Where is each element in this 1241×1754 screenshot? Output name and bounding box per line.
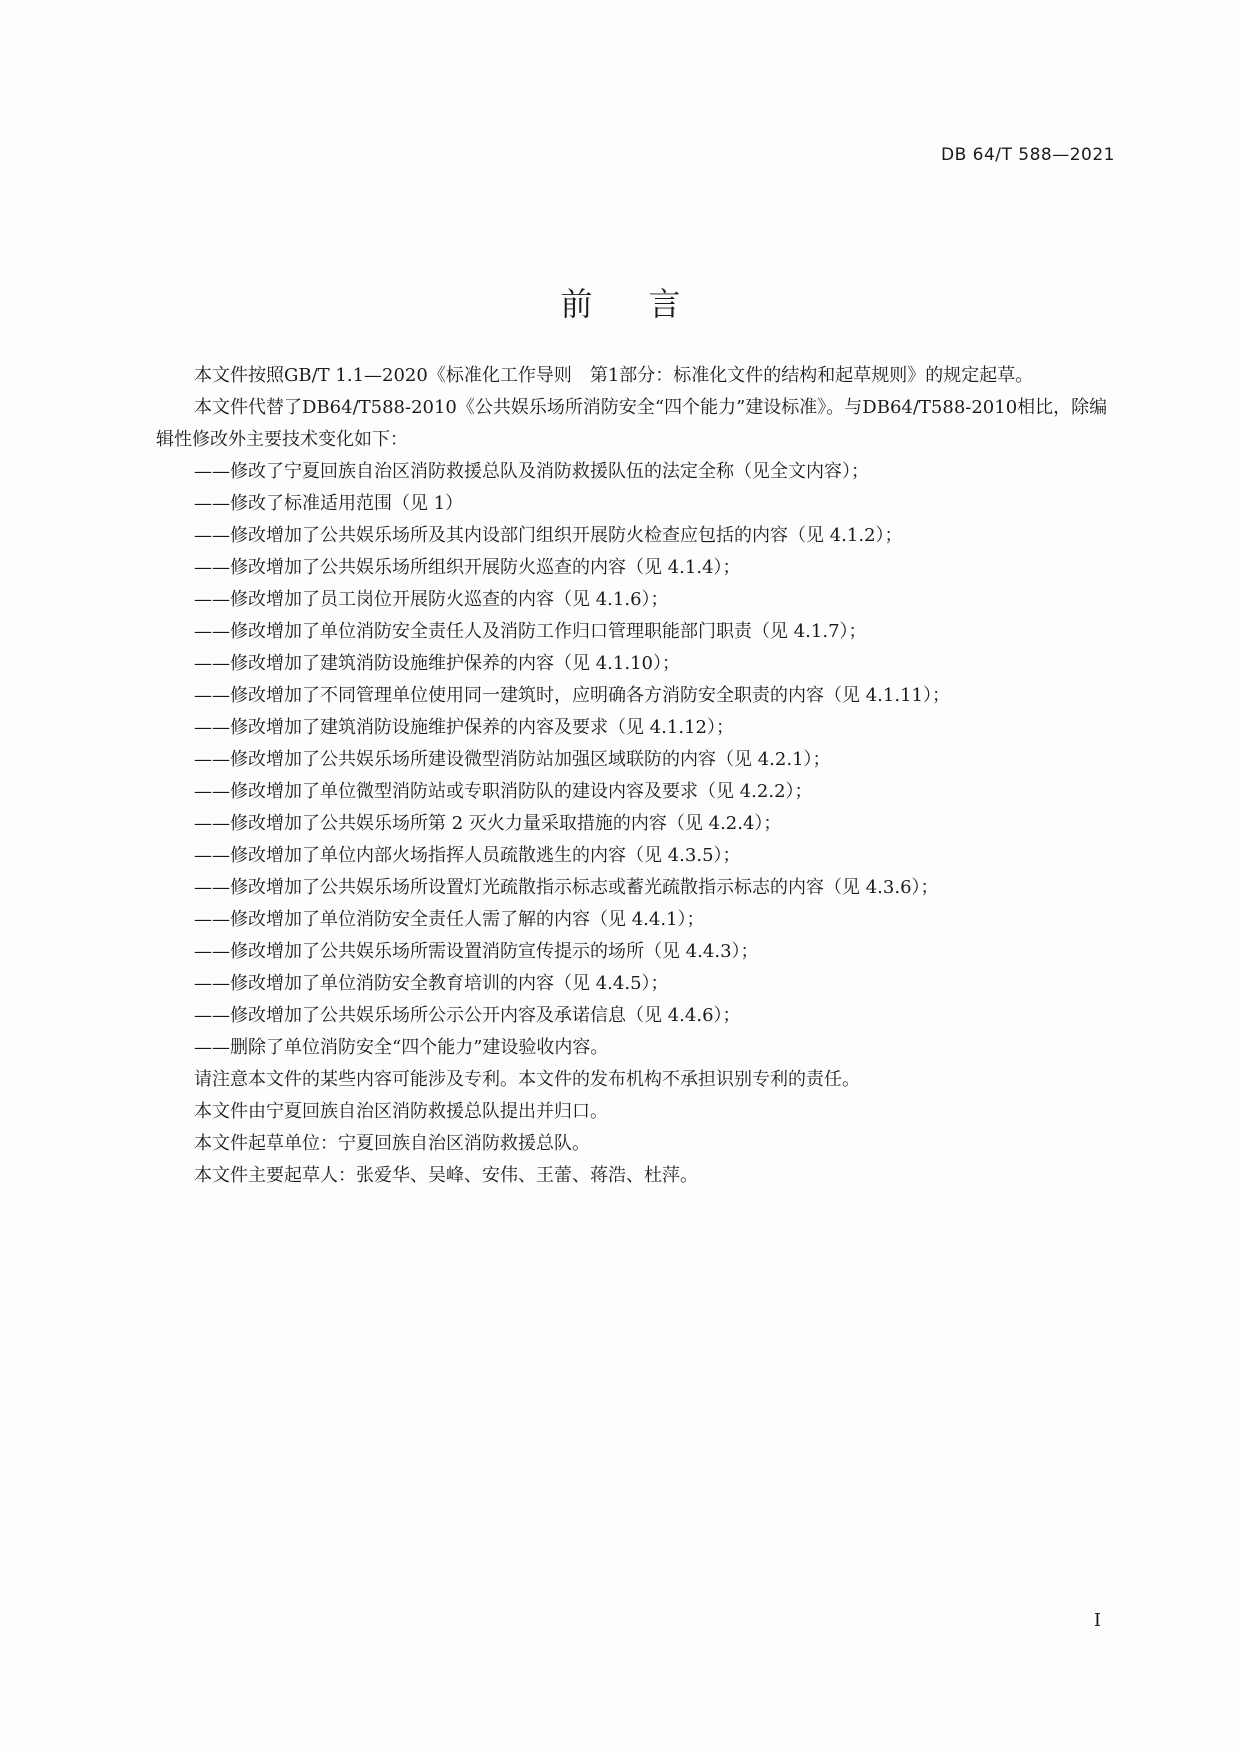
change-item: ——修改增加了公共娱乐场所设置灯光疏散指示标志或蓄光疏散指示标志的内容（见 4.3.6）； <box>194 877 939 898</box>
change-item: ——删除了单位消防安全“四个能力”建设验收内容。 <box>194 1037 609 1058</box>
page-number: I <box>1093 1610 1101 1631</box>
change-item: ——修改增加了公共娱乐场所需设置消防宣传提示的场所（见 4.4.3）； <box>194 941 759 962</box>
change-item: ——修改了宁夏回族自治区消防救援总队及消防救援队伍的法定全称（见全文内容）； <box>194 461 869 482</box>
change-item: ——修改增加了单位微型消防站或专职消防队的建设内容及要求（见 4.2.2）； <box>194 781 813 802</box>
change-item: ——修改增加了员工岗位开展防火巡查的内容（见 4.1.6）； <box>194 589 669 610</box>
foreword-body <box>156 360 1116 1192</box>
page-title: 前言 <box>560 285 737 324</box>
change-item: ——修改增加了不同管理单位使用同一建筑时，应明确各方消防安全职责的内容（见 4.1.11）； <box>194 685 950 706</box>
change-item: ——修改增加了公共娱乐场所组织开展防火巡查的内容（见 4.1.4）； <box>194 557 741 578</box>
change-item: ——修改增加了公共娱乐场所第 2 灭火力量采取措施的内容（见 4.2.4）； <box>194 813 782 834</box>
closing-paragraph: 本文件主要起草人：张爱华、吴峰、安伟、王蕾、蒋浩、杜萍。 <box>194 1165 698 1186</box>
change-item: ——修改增加了建筑消防设施维护保养的内容（见 4.1.10）； <box>194 653 680 674</box>
change-item: ——修改增加了公共娱乐场所公示公开内容及承诺信息（见 4.4.6）； <box>194 1005 741 1026</box>
change-item: ——修改增加了单位内部火场指挥人员疏散逃生的内容（见 4.3.5）； <box>194 845 741 866</box>
closing-paragraph: 请注意本文件的某些内容可能涉及专利。本文件的发布机构不承担识别专利的责任。 <box>194 1069 860 1090</box>
closing-paragraph: 本文件起草单位：宁夏回族自治区消防救援总队。 <box>194 1133 590 1154</box>
change-item: ——修改增加了单位消防安全责任人及消防工作归口管理职能部门职责（见 4.1.7）； <box>194 621 867 642</box>
intro-paragraph: 本文件按照GB/T 1.1—2020《标准化工作导则 第1部分：标准化文件的结构和起草规则》的规定起草。 <box>194 365 1034 386</box>
standard-code: DB 64/T 588—2021 <box>940 145 1115 165</box>
change-item: ——修改增加了公共娱乐场所建设微型消防站加强区域联防的内容（见 4.2.1）； <box>194 749 831 770</box>
change-item: ——修改增加了公共娱乐场所及其内设部门组织开展防火检查应包括的内容（见 4.1.2）； <box>194 525 903 546</box>
change-item: ——修改了标准适用范围（见 1） <box>194 493 464 514</box>
change-item: ——修改增加了建筑消防设施维护保养的内容及要求（见 4.1.12）； <box>194 717 734 738</box>
closing-paragraph: 本文件由宁夏回族自治区消防救援总队提出并归口。 <box>194 1101 608 1122</box>
change-item: ——修改增加了单位消防安全责任人需了解的内容（见 4.4.1）； <box>194 909 705 930</box>
change-item: ——修改增加了单位消防安全教育培训的内容（见 4.4.5）； <box>194 973 669 994</box>
intro-paragraph: 本文件代替了DB64/T588-2010《公共娱乐场所消防安全“四个能力”建设标准》。与DB64/T588-2010相比，除编辑性修改外主要技术变化如下： <box>156 397 1108 450</box>
